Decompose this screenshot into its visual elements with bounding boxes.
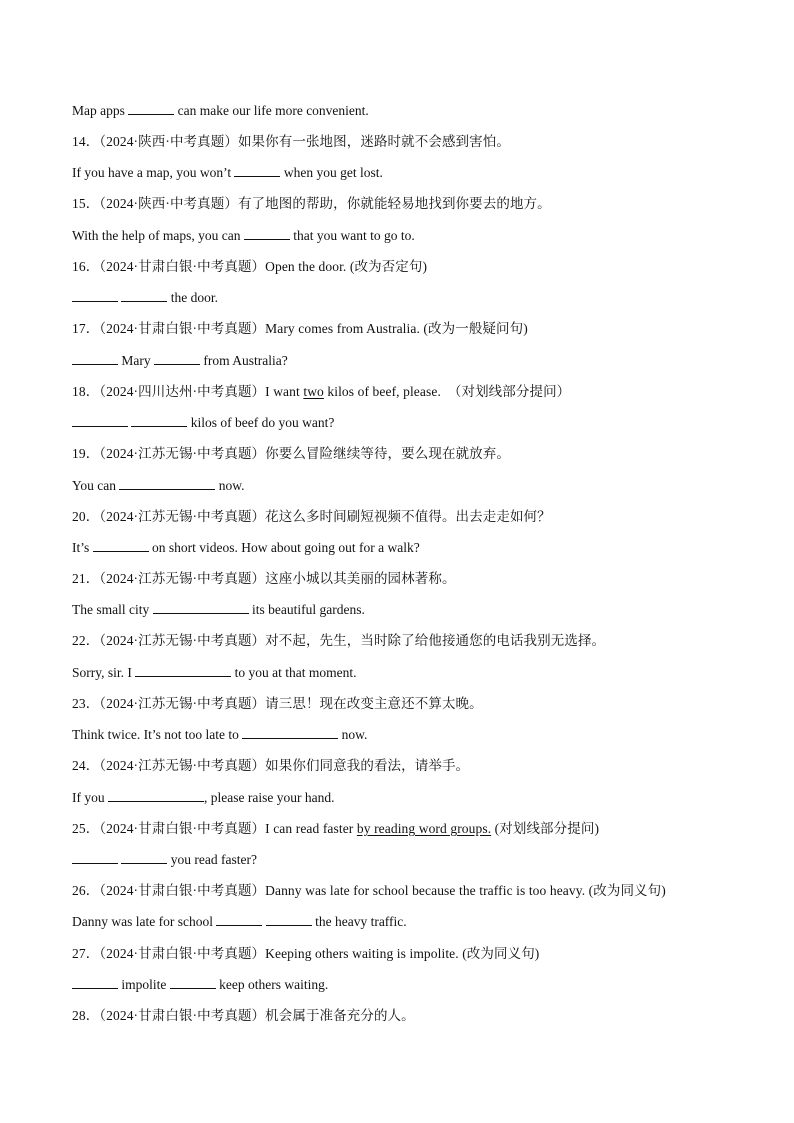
answer-blank[interactable] xyxy=(242,726,338,739)
answer-blank[interactable] xyxy=(119,477,215,490)
answer-line-20: It’s on short videos. How about going out for a walk? xyxy=(72,540,420,555)
answer-blank[interactable] xyxy=(121,289,167,302)
question-20: 20．（2024·江苏无锡·中考真题）花这么多时间刷短视频不值得。出去走走如何？ xyxy=(72,509,551,524)
answer-blank[interactable] xyxy=(72,289,118,302)
answer-line-15: With the help of maps, you can that you want to go to. xyxy=(72,228,415,243)
question-24: 24．（2024·江苏无锡·中考真题）如果你们同意我的看法，请举手。 xyxy=(72,758,470,773)
answer-blank[interactable] xyxy=(72,414,128,427)
answer-blank[interactable] xyxy=(266,913,312,926)
answer-line-18: kilos of beef do you want? xyxy=(72,414,734,432)
question-23: 23．（2024·江苏无锡·中考真题）请三思！现在改变主意还不算太晚。 xyxy=(72,696,483,711)
question-14: 14．（2024·陕西·中考真题）如果你有一张地图，迷路时就不会感到害怕。 xyxy=(72,134,510,149)
answer-line-17: Mary from Australia? xyxy=(72,352,734,370)
question-26: 26．（2024·甘肃白银·中考真题）Danny was late for school because the traffic is too heavy. (改为同义句) xyxy=(72,883,666,898)
question-27: 27．（2024·甘肃白银·中考真题）Keeping others waiting is impolite. (改为同义句) xyxy=(72,946,540,961)
answer-blank[interactable] xyxy=(154,352,200,365)
answer-blank[interactable] xyxy=(234,164,280,177)
answer-blank[interactable] xyxy=(108,789,204,802)
answer-line-24: If you , please raise your hand. xyxy=(72,790,335,805)
question-28: 28．（2024·甘肃白银·中考真题）机会属于准备充分的人。 xyxy=(72,1008,415,1023)
answer-blank[interactable] xyxy=(135,664,231,677)
question-18: 18．（2024·四川达州·中考真题）I want two kilos of beef, please. （对划线部分提问） xyxy=(72,384,571,399)
answer-line-27: impolite keep others waiting. xyxy=(72,976,734,994)
question-16: 16．（2024·甘肃白银·中考真题）Open the door. (改为否定句) xyxy=(72,259,428,274)
answer-blank[interactable] xyxy=(121,851,167,864)
answer-blank[interactable] xyxy=(216,913,262,926)
answer-line-25: you read faster? xyxy=(72,851,734,869)
question-19: 19．（2024·江苏无锡·中考真题）你要么冒险继续等待，要么现在就放弃。 xyxy=(72,446,510,461)
answer-blank[interactable] xyxy=(128,102,174,115)
answer-line-19: You can now. xyxy=(72,478,245,493)
question-17: 17．（2024·甘肃白银·中考真题）Mary comes from Australia. (改为一般疑问句) xyxy=(72,321,528,336)
question-25: 25．（2024·甘肃白银·中考真题）I can read faster by reading word groups. (对划线部分提问) xyxy=(72,821,600,836)
answer-line-13: Map apps can make our life more convenient. xyxy=(72,103,369,118)
answer-line-22: Sorry, sir. I to you at that moment. xyxy=(72,665,357,680)
answer-line-14: If you have a map, you won’t when you get lost. xyxy=(72,165,383,180)
answer-blank[interactable] xyxy=(170,976,216,989)
answer-line-21: The small city its beautiful gardens. xyxy=(72,602,365,617)
answer-line-26: Danny was late for school the heavy traffic. xyxy=(72,914,407,929)
answer-blank[interactable] xyxy=(72,976,118,989)
answer-line-16: the door. xyxy=(72,289,734,307)
answer-line-23: Think twice. It’s not too late to now. xyxy=(72,727,368,742)
question-15: 15．（2024·陕西·中考真题）有了地图的帮助，你就能轻易地找到你要去的地方。 xyxy=(72,196,551,211)
question-22: 22．（2024·江苏无锡·中考真题）对不起，先生，当时除了给他接通您的电话我别无选择。 xyxy=(72,633,606,648)
answer-blank[interactable] xyxy=(93,539,149,552)
underlined-target: two xyxy=(303,384,324,399)
answer-blank[interactable] xyxy=(244,227,290,240)
answer-blank[interactable] xyxy=(72,851,118,864)
answer-blank[interactable] xyxy=(131,414,187,427)
answer-blank[interactable] xyxy=(72,352,118,365)
question-21: 21．（2024·江苏无锡·中考真题）这座小城以其美丽的园林著称。 xyxy=(72,571,456,586)
answer-blank[interactable] xyxy=(153,601,249,614)
underlined-target: by reading word groups. xyxy=(356,821,492,836)
